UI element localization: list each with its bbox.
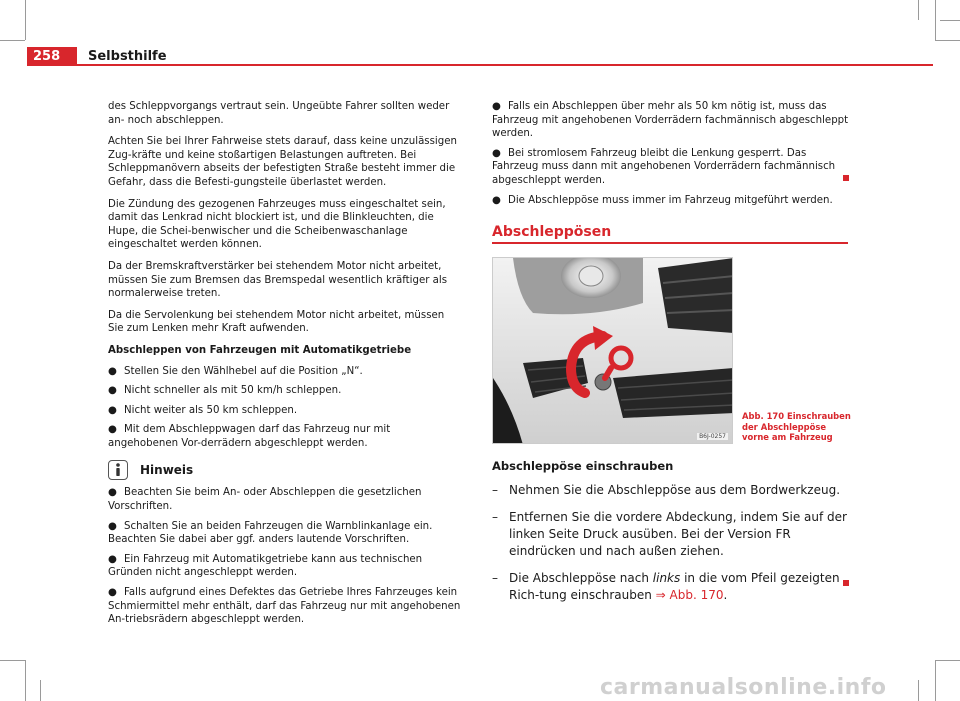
bullet-item: ● Falls aufgrund eines Defektes das Getriebe Ihres Fahrzeuges kein Schmiermittel mehr enthält, darf das Fahrzeug nur mit angehobenen An-triebsrädern abgeschleppt werden. <box>108 587 461 626</box>
paragraph: Achten Sie bei Ihrer Fahrweise stets darauf, dass keine unzulässigen Zug-kräfte und keine stoßartigen Belastungen auftreten. Bei Schleppmanövern abseits der befestigten Straße besteht immer die Gefahr, dass die Befesti-gungsteile überlastet werden. <box>108 136 457 188</box>
right-column-bottom <box>492 459 852 614</box>
bullet-item: ● Bei stromlosem Fahrzeug bleibt die Lenkung gesperrt. Das Fahrzeug muss dann mit angehobenen Vorderrädern fachmännisch abgeschleppt werden. <box>492 147 836 186</box>
subheading: Abschleppöse einschrauben <box>492 459 674 473</box>
bullet-item: ● Ein Fahrzeug mit Automatikgetriebe kann aus technischen Gründen nicht angeschleppt werden. <box>108 553 423 579</box>
figure-reference-link[interactable]: ⇒ Abb. 170 <box>655 588 724 602</box>
step-item: – Entfernen Sie die vordere Abdeckung, indem Sie auf der linken Seite Druck ausüben. Bei der Version FR eindrücken und nach außen ziehen. <box>492 510 847 558</box>
crop-mark <box>0 660 25 661</box>
section-end-marker <box>843 175 849 181</box>
paragraph: Da der Bremskraftverstärker bei stehendem Motor nicht arbeitet, müssen Sie zum Bremsen das Bremspedal wesentlich kräftiger als normalerweise treten. <box>108 260 448 300</box>
hinweis-title: Hinweis <box>140 462 194 477</box>
bullet-item: ● Stellen Sie den Wählhebel auf die Position „N“. <box>108 365 363 377</box>
figure-towing-eye <box>492 257 733 444</box>
crop-mark <box>25 660 26 701</box>
figure-caption: Abb. 170 Einschrauben der Abschleppöse vorne am Fahrzeug <box>742 411 851 442</box>
crop-mark <box>25 0 26 40</box>
crop-mark <box>940 20 960 21</box>
automatik-heading: Abschleppen von Fahrzeugen mit Automatikgetriebe <box>108 344 412 356</box>
bullet-item: ● Beachten Sie beim An- oder Abschleppen die gesetzlichen Vorschriften. <box>108 487 422 513</box>
bullet-item: ● Schalten Sie an beiden Fahrzeugen die Warnblinkanlage ein. Beachten Sie dabei aber ggf. anders lautende Vorschriften. <box>108 520 433 546</box>
section-rule <box>492 242 848 244</box>
crop-mark <box>918 0 919 20</box>
crop-mark <box>935 660 960 661</box>
crop-mark <box>40 680 41 701</box>
left-column <box>108 100 463 633</box>
paragraph: des Schleppvorgangs vertraut sein. Ungeübte Fahrer sollten weder an- noch abschleppen. <box>108 101 450 126</box>
bullet-item: ● Die Abschleppöse muss immer im Fahrzeug mitgeführt werden. <box>492 194 833 206</box>
crop-mark <box>918 680 919 701</box>
paragraph: Die Zündung des gezogenen Fahrzeuges muss eingeschaltet sein, damit das Lenkrad nicht blockiert ist, und die Blinkleuchten, die Hupe, die Schei-benwischer und die Scheibenwaschanlage eingeschaltet werden können. <box>108 198 446 251</box>
crop-mark <box>0 40 25 41</box>
header-rule <box>27 64 933 66</box>
paragraph: Da die Servolenkung bei stehendem Motor nicht arbeitet, müssen Sie zum Lenken mehr Kraft aufwenden. <box>108 309 445 335</box>
right-column-top <box>492 100 852 213</box>
info-icon <box>108 460 128 480</box>
bullet-item: ● Falls ein Abschleppen über mehr als 50 km nötig ist, muss das Fahrzeug mit angehobenen Vorderrädern fachmännisch abgeschleppt werden. <box>492 101 849 140</box>
crop-mark <box>935 660 936 701</box>
page-number: 258 <box>27 47 77 66</box>
figure-code: B6J-0257 <box>699 433 726 440</box>
bullet-item: ● Mit dem Abschleppwagen darf das Fahrzeug nur mit angehobenen Vor-derrädern abgeschleppt werden. <box>108 424 391 449</box>
towing-eye-illustration <box>493 258 733 444</box>
step-item: – Die Abschleppöse nach links in die vom Pfeil gezeigten Rich-tung einschrauben ⇒ Abb. 170. <box>492 571 840 602</box>
watermark: carmanualsonline.info <box>600 675 887 700</box>
page-title: Selbsthilfe <box>88 49 167 64</box>
section-title: Abschleppösen <box>492 224 612 240</box>
bullet-item: ● Nicht weiter als 50 km schleppen. <box>108 404 298 416</box>
section-end-marker <box>843 580 849 586</box>
hinweis-header <box>108 460 463 480</box>
step-item: – Nehmen Sie die Abschleppöse aus dem Bordwerkzeug. <box>492 483 841 497</box>
crop-mark <box>935 0 936 40</box>
crop-mark <box>935 40 960 41</box>
bullet-item: ● Nicht schneller als mit 50 km/h schleppen. <box>108 385 342 397</box>
